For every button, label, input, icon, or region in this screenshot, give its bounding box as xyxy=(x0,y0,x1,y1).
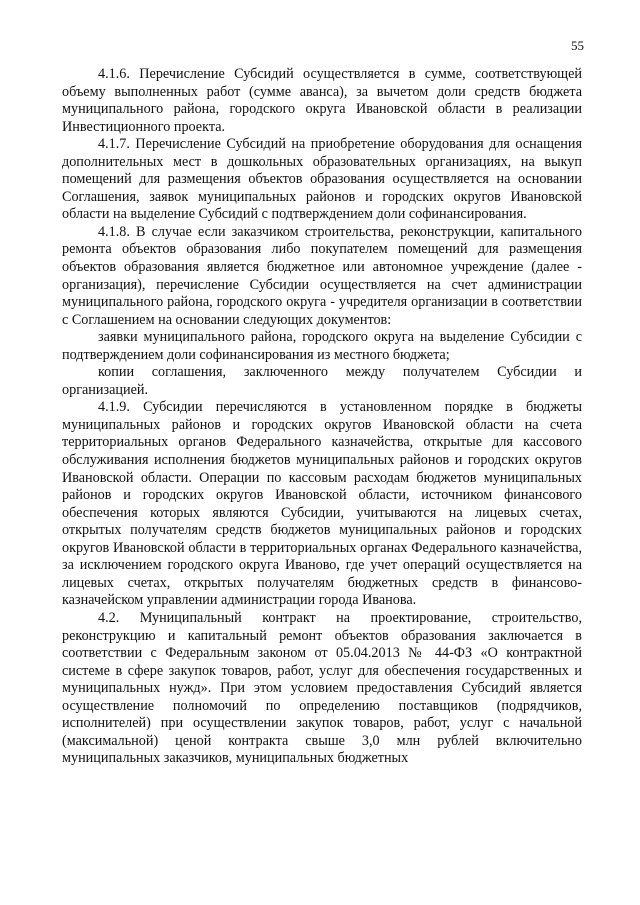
paragraph-4-1-6: 4.1.6. Перечисление Субсидий осуществляется в сумме, соответствующей объему выполненных работ (сумме аванса), за вычетом доли средств бюджета муниципального района, городского округа Ивановской области в реализации Инвестиционного проекта. xyxy=(62,66,582,135)
paragraph-4-1-8: 4.1.8. В случае если заказчиком строительства, реконструкции, капитального ремонта объектов образования либо покупателем помещений для размещения объектов образования является бюджетное или автономное учреждение (далее - организация), перечисление Субсидии осуществляется на счет администрации муниципального района, городского округа - учредителя организации в соответствии с Соглашением на основании следующих документов: xyxy=(62,223,582,328)
paragraph-list-item-agreement-copies: копии соглашения, заключенного между получателем Субсидии и организацией. xyxy=(62,364,582,398)
page-number: 55 xyxy=(571,38,584,53)
paragraph-4-2: 4.2. Муниципальный контракт на проектирование, строительство, реконструкцию и капитальный ремонт объектов образования заключается в соответствии с Федеральным законом от 05.04.2013 № 44-ФЗ «О контрактной системе в сфере закупок товаров, работ, услуг для обеспечения государственных и муниципальных нужд». При этом условием предоставления Субсидий является осуществление полномочий по определению поставщиков (подрядчиков, исполнителей) при осуществлении закупок товаров, работ, услуг с начальной (максимальной) ценой контракта свыше 3,0 млн рублей включительно муниципальных заказчиков, муниципальных бюджетных xyxy=(62,609,582,767)
paragraph-4-1-7: 4.1.7. Перечисление Субсидий на приобретение оборудования для оснащения дополнительных мест в дошкольных образовательных организациях, на выкуп помещений для размещения объектов образования осуществляется на основании Соглашения, заявок муниципальных районов и городских округов Ивановской области на выделение Субсидий с подтверждением доли софинансирования. xyxy=(62,136,582,223)
paragraph-list-item-requests: заявки муниципального района, городского округа на выделение Субсидии с подтверждением доли софинансирования из местного бюджета; xyxy=(62,329,582,363)
paragraph-4-1-9: 4.1.9. Субсидии перечисляются в установленном порядке в бюджеты муниципальных районов и городских округов Ивановской области на счета территориальных органов Федерального казначейства, открытые для кассового обслуживания исполнения бюджетов муниципальных районов и городских округов Ивановской области. Операции по кассовым расходам бюджетов муниципальных районов и городских округов Ивановской области, источником финансового обеспечения которых являются Субсидии, учитываются на лицевых счетах, открытых получателям средств бюджетов муниципальных районов и городских округов Ивановской области в территориальных органах Федерального казначейства, за исключением городского округа Иваново, где учет операций осуществляется на лицевых счетах, открытых получателям бюджетных средств в финансово-казначейском управлении администрации города Иванова. xyxy=(62,399,582,609)
